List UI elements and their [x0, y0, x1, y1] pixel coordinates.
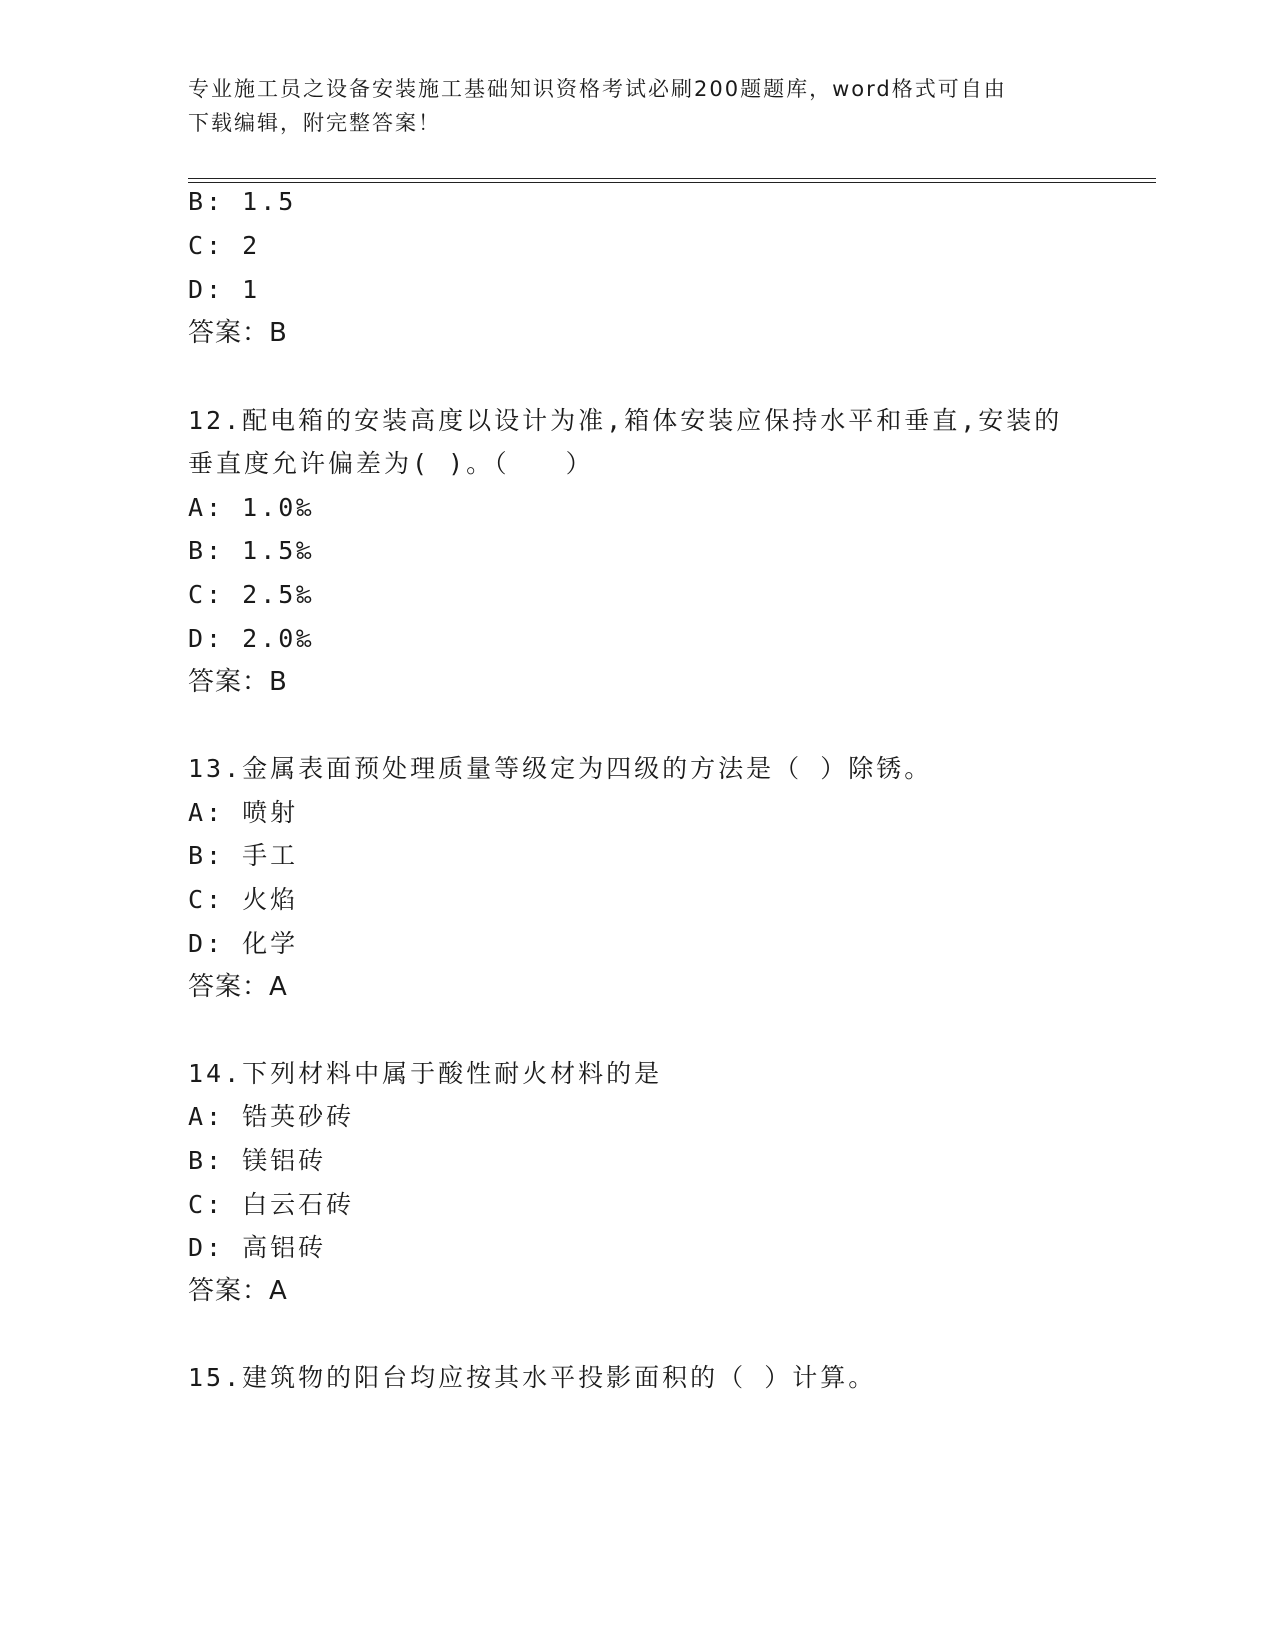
q11-option-c: C: 2 [188, 231, 261, 260]
header-title-line-1: 专业施工员之设备安装施工基础知识资格考试必刷200题题库，word格式可自由 [188, 77, 1007, 101]
q12-option-b: B: 1.5‰ [188, 536, 315, 565]
q11-option-d: D: 1 [188, 275, 261, 304]
q13-option-c: C: 火焰 [188, 885, 299, 914]
q14-answer: 答案：A [188, 1276, 288, 1306]
q14-option-a: A: 锆英砂砖 [188, 1102, 355, 1131]
q12-option-d: D: 2.0‰ [188, 624, 315, 653]
q13-option-b: B: 手工 [188, 841, 299, 870]
q12-option-a: A: 1.0‰ [188, 493, 315, 522]
q13-stem: 13.金属表面预处理质量等级定为四级的方法是（ ）除锈。 [188, 754, 933, 783]
q11-answer: 答案：B [188, 318, 288, 348]
q14-option-c: C: 白云石砖 [188, 1190, 355, 1219]
q11-option-b: B: 1.5 [188, 187, 297, 216]
q14-option-b: B: 镁铝砖 [188, 1146, 327, 1175]
q13-option-d: D: 化学 [188, 929, 299, 958]
header-divider [188, 178, 1156, 183]
q13-option-a: A: 喷射 [188, 798, 299, 827]
q14-stem: 14.下列材料中属于酸性耐火材料的是 [188, 1059, 663, 1088]
q13-answer: 答案：A [188, 972, 288, 1002]
q15-stem: 15.建筑物的阳台均应按其水平投影面积的（ ）计算。 [188, 1363, 877, 1392]
document-header [188, 72, 1088, 140]
q14-option-d: D: 高铝砖 [188, 1233, 327, 1262]
header-title-line-2: 下载编辑，附完整答案！ [188, 111, 441, 135]
q12-stem-line-2: 垂直度允许偏差为( )。（ ） [188, 449, 594, 478]
q12-option-c: C: 2.5‰ [188, 580, 315, 609]
q12-stem-line-1: 12.配电箱的安装高度以设计为准,箱体安装应保持水平和垂直,安装的 [188, 406, 1063, 435]
q12-answer: 答案：B [188, 667, 288, 697]
